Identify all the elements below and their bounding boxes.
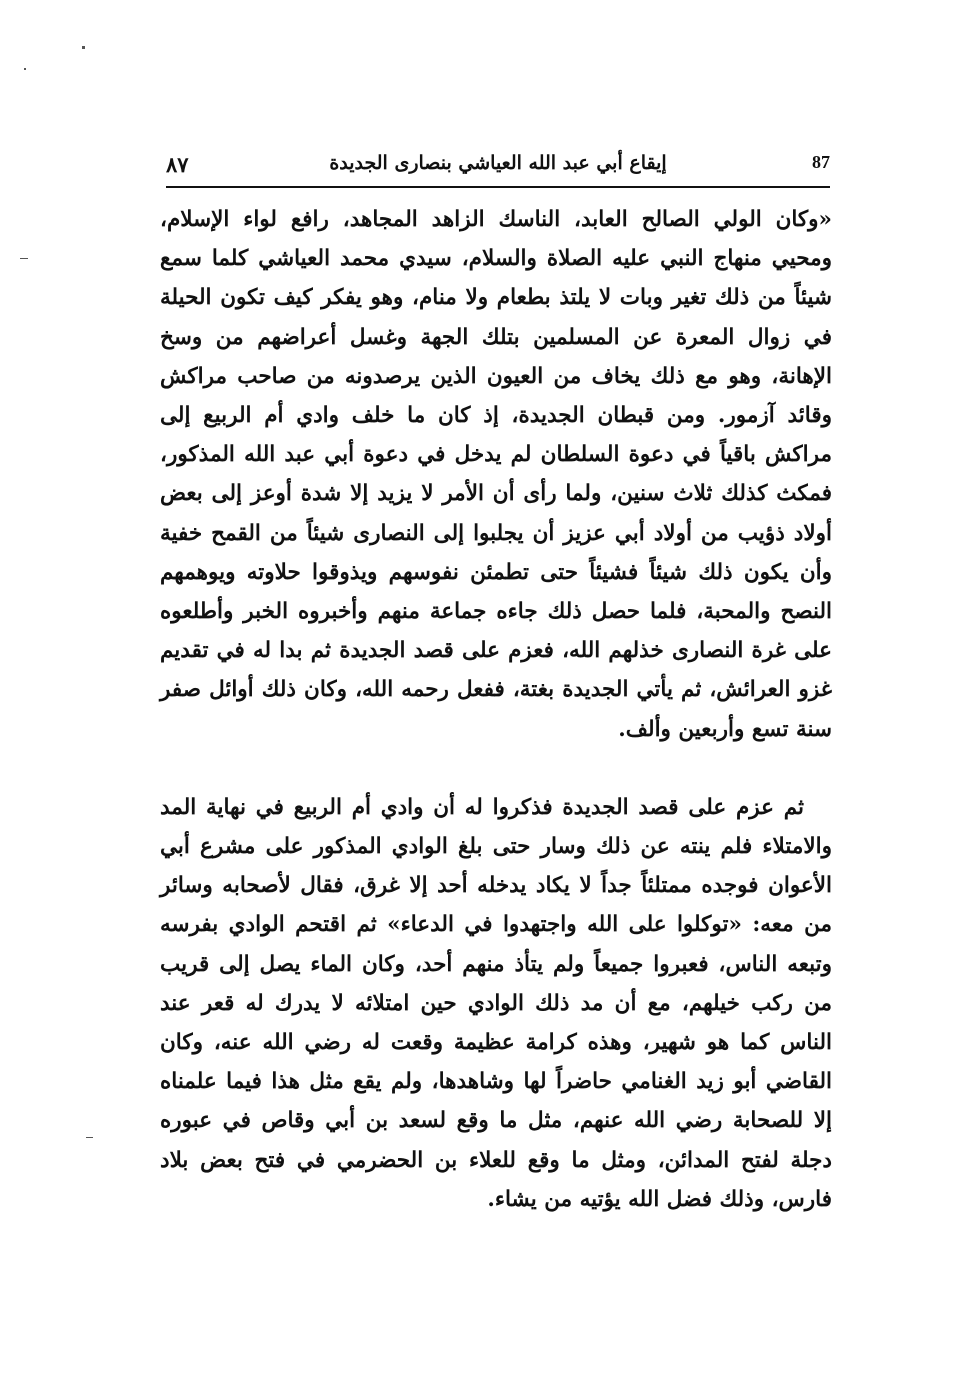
body-text — [160, 200, 832, 1219]
paragraph: «وكان الولي الصالح العابد، الناسك الزاهد المجاهد، رافع لواء الإسلام، ومحيي منهاج النبي عليه الصلاة والسلام، سيدي محمد العياشي كلما سمع شيئاً من ذلك تغير وبات لا يلتذ بطعام ولا منام، وهو يفكر كيف تكون الحيلة في زوال المعرة عن المسلمين بتلك الجهة وغسل أعراضهم من وسخ الإهانة، وهو مع ذلك يخاف من العيون الذين يرصدونه من صاحب مراكش وقائد آزمور. ومن قبطان الجديدة، إذ كان ما خلف وادي أم الربيع إلى مراكش باقياً في دعوة السلطان لم يدخل في دعوة أبي عبد الله المذكور، فمكث كذلك ثلاث سنين، ولما رأى أن الأمر لا يزيد إلا شدة أوعز إلى بعض أولاد ذؤيب من أولاد أبي عزيز أن يجلبوا إلى النصارى شيئاً من القمح خفية وأن يكون ذلك شيئاً فشيئاً حتى تطمئن نفوسهم ويذوقوا حلاوته ويوهمهم النصح والمحبة، فلما حصل ذلك جاءه جماعة منهم وأخبروه الخبر وأطلعوه على غرة النصارى خذلهم الله، فعزم على قصد الجديدة ثم بدا له في تقديم غزو العرائش، ثم يأتي الجديدة بغتة، ففعل رحمه الله، وكان ذلك أوائل صفر سنة تسع وأربعين وألف. — [160, 207, 832, 742]
paragraph: ثم عزم على قصد الجديدة فذكروا له أن وادي أم الربيع في نهاية المد والامتلاء فلم ينته عن ذلك وسار حتى بلغ الوادي المذكور على مشرع أبي الأعوان فوجده ممتلئاً جداً لا يكاد يدخله أحد إلا غرق، فقال لأصحابه وسائر من معه: «توكلوا على الله واجتهدوا في الدعاء» ثم اقتحم الوادي بفرسه وتبعه الناس، فعبروا جميعاً ولم يتأذ منهم أحد، وكان الماء يصل إلى قريب من ركب خيلهم، مع أن مد ذلك الوادي حين امتلائه لا يدرك له قعر عند الناس كما هو شهير، وهذه كرامة عظيمة وقعت له رضي الله عنه، وكان القاضي أبو زيد الغنامي حاضراً لها وشاهدها، ولم يقع مثل هذا فيما علمناه إلا للصحابة رضي الله عنهم، مثل ما وقع لسعد بن أبي وقاص في عبوره دجلة لفتح المدائن، ومثل ما وقع للعلاء بن الحضرمي في فتح بعض بلاد فارس، وذلك فضل الله يؤتيه من يشاء. — [160, 794, 832, 1212]
scan-speck — [20, 258, 28, 259]
scan-speck — [82, 46, 85, 49]
scan-speck — [86, 1137, 93, 1138]
header-rule — [166, 186, 830, 188]
page-header — [166, 150, 830, 184]
running-title: إيقاع أبي عبد الله العياشي بنصارى الجديدة — [329, 152, 667, 174]
scan-speck — [24, 68, 26, 70]
page-number-arabic: ٨٧ — [166, 152, 189, 177]
page-number: 87 — [812, 152, 830, 172]
